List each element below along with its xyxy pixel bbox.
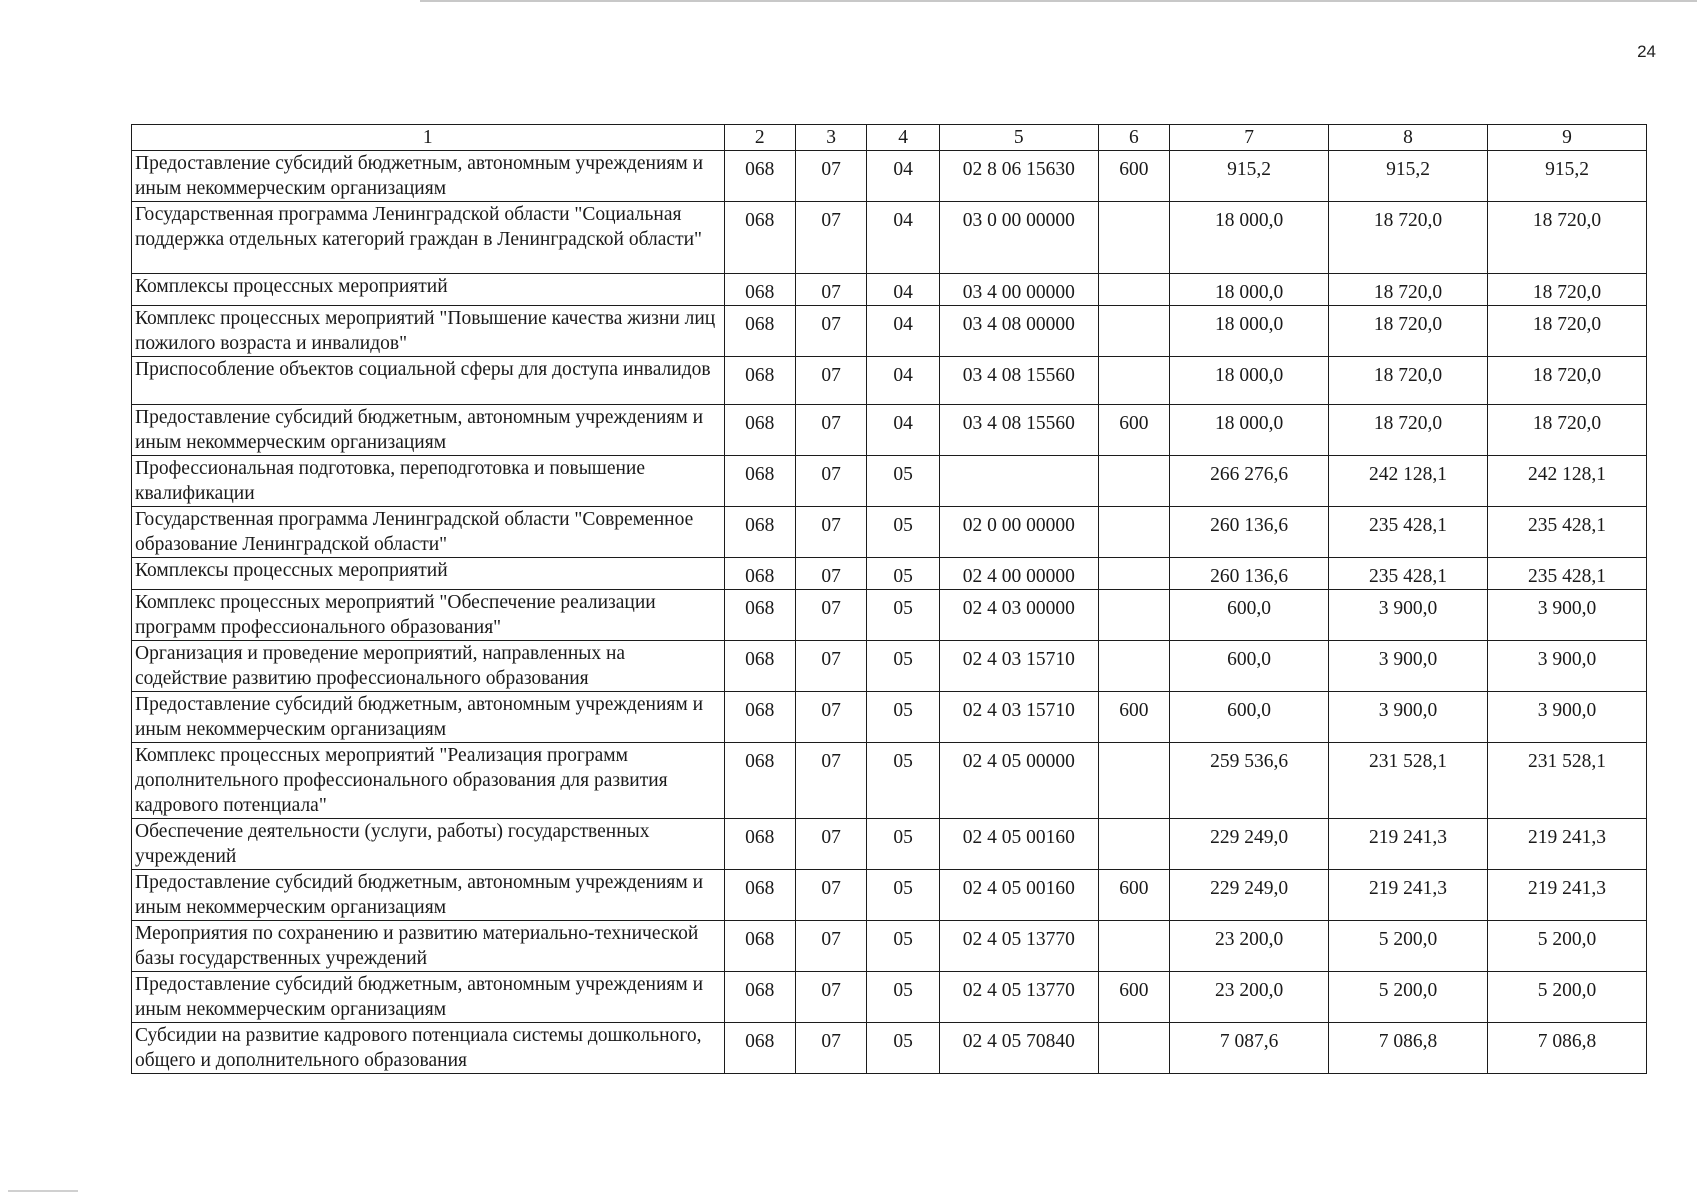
target-article-cell (939, 456, 1098, 507)
subsection-cell: 05 (867, 870, 939, 921)
table-row (132, 743, 1647, 819)
amount-col9-cell: 18 720,0 (1488, 306, 1647, 357)
table-row (132, 151, 1647, 202)
table-row (132, 1023, 1647, 1074)
table-row (132, 641, 1647, 692)
amount-col8-cell: 18 720,0 (1329, 405, 1488, 456)
target-article-cell: 03 4 08 00000 (939, 306, 1098, 357)
amount-col9-cell: 18 720,0 (1488, 357, 1647, 405)
amount-col9-cell: 18 720,0 (1488, 202, 1647, 274)
bottom-scan-mark (8, 1190, 78, 1192)
amount-col8-cell: 3 900,0 (1329, 692, 1488, 743)
ministry-code-cell: 068 (724, 274, 795, 306)
amount-col8-cell: 235 428,1 (1329, 558, 1488, 590)
ministry-code-cell: 068 (724, 357, 795, 405)
subsection-cell: 04 (867, 274, 939, 306)
amount-col9-cell: 3 900,0 (1488, 692, 1647, 743)
section-cell: 07 (795, 692, 866, 743)
amount-col8-cell: 3 900,0 (1329, 590, 1488, 641)
amount-col9-cell: 18 720,0 (1488, 405, 1647, 456)
amount-col8-cell: 3 900,0 (1329, 641, 1488, 692)
budget-table (131, 124, 1647, 1074)
target-article-cell: 02 0 00 00000 (939, 507, 1098, 558)
name-cell: Комплексы процессных мероприятий (132, 558, 725, 590)
amount-col9-cell: 3 900,0 (1488, 590, 1647, 641)
subsection-cell: 05 (867, 507, 939, 558)
ministry-code-cell: 068 (724, 507, 795, 558)
amount-col9-cell: 915,2 (1488, 151, 1647, 202)
section-cell: 07 (795, 870, 866, 921)
subsection-cell: 04 (867, 405, 939, 456)
amount-col7-cell: 600,0 (1170, 641, 1329, 692)
name-cell: Предоставление субсидий бюджетным, автономным учреждениям и иным некоммерческим организациям (132, 151, 725, 202)
ministry-code-cell: 068 (724, 972, 795, 1023)
ministry-code-cell: 068 (724, 590, 795, 641)
expense-type-cell (1098, 274, 1169, 306)
section-cell: 07 (795, 641, 866, 692)
amount-col9-cell: 242 128,1 (1488, 456, 1647, 507)
amount-col9-cell: 235 428,1 (1488, 558, 1647, 590)
target-article-cell: 02 4 03 15710 (939, 641, 1098, 692)
expense-type-cell: 600 (1098, 972, 1169, 1023)
amount-col8-cell: 5 200,0 (1329, 972, 1488, 1023)
table-row (132, 202, 1647, 274)
amount-col7-cell: 266 276,6 (1170, 456, 1329, 507)
section-cell: 07 (795, 507, 866, 558)
amount-col9-cell: 5 200,0 (1488, 921, 1647, 972)
subsection-cell: 04 (867, 151, 939, 202)
amount-col9-cell: 5 200,0 (1488, 972, 1647, 1023)
target-article-cell: 02 4 00 00000 (939, 558, 1098, 590)
target-article-cell: 02 4 05 13770 (939, 972, 1098, 1023)
ministry-code-cell: 068 (724, 405, 795, 456)
amount-col7-cell: 18 000,0 (1170, 274, 1329, 306)
subsection-cell: 05 (867, 590, 939, 641)
name-cell: Организация и проведение мероприятий, направленных на содействие развитию профессионального образования (132, 641, 725, 692)
expense-type-cell (1098, 456, 1169, 507)
name-cell: Комплекс процессных мероприятий "Реализация программ дополнительного профессионального образования для развития кадрового потенциала" (132, 743, 725, 819)
header-cell: 7 (1170, 125, 1329, 151)
amount-col9-cell: 219 241,3 (1488, 870, 1647, 921)
table-row (132, 405, 1647, 456)
subsection-cell: 04 (867, 357, 939, 405)
target-article-cell: 03 0 00 00000 (939, 202, 1098, 274)
header-cell: 4 (867, 125, 939, 151)
subsection-cell: 05 (867, 456, 939, 507)
amount-col8-cell: 18 720,0 (1329, 274, 1488, 306)
expense-type-cell (1098, 1023, 1169, 1074)
amount-col7-cell: 915,2 (1170, 151, 1329, 202)
section-cell: 07 (795, 456, 866, 507)
expense-type-cell (1098, 202, 1169, 274)
ministry-code-cell: 068 (724, 151, 795, 202)
name-cell: Профессиональная подготовка, переподготовка и повышение квалификации (132, 456, 725, 507)
section-cell: 07 (795, 743, 866, 819)
header-cell: 1 (132, 125, 725, 151)
amount-col8-cell: 235 428,1 (1329, 507, 1488, 558)
expense-type-cell: 600 (1098, 870, 1169, 921)
section-cell: 07 (795, 921, 866, 972)
name-cell: Комплекс процессных мероприятий "Повышение качества жизни лиц пожилого возраста и инвалидов" (132, 306, 725, 357)
top-scan-line (420, 0, 1697, 2)
target-article-cell: 03 4 00 00000 (939, 274, 1098, 306)
subsection-cell: 05 (867, 558, 939, 590)
amount-col8-cell: 7 086,8 (1329, 1023, 1488, 1074)
header-cell: 2 (724, 125, 795, 151)
ministry-code-cell: 068 (724, 1023, 795, 1074)
amount-col9-cell: 18 720,0 (1488, 274, 1647, 306)
expense-type-cell (1098, 590, 1169, 641)
amount-col7-cell: 18 000,0 (1170, 306, 1329, 357)
section-cell: 07 (795, 405, 866, 456)
amount-col7-cell: 229 249,0 (1170, 819, 1329, 870)
subsection-cell: 05 (867, 743, 939, 819)
target-article-cell: 02 4 03 15710 (939, 692, 1098, 743)
ministry-code-cell: 068 (724, 870, 795, 921)
table-row (132, 870, 1647, 921)
table-row (132, 274, 1647, 306)
table-header-row (132, 125, 1647, 151)
section-cell: 07 (795, 819, 866, 870)
subsection-cell: 04 (867, 202, 939, 274)
subsection-cell: 05 (867, 692, 939, 743)
target-article-cell: 02 4 05 70840 (939, 1023, 1098, 1074)
amount-col8-cell: 242 128,1 (1329, 456, 1488, 507)
ministry-code-cell: 068 (724, 692, 795, 743)
name-cell: Комплексы процессных мероприятий (132, 274, 725, 306)
amount-col7-cell: 18 000,0 (1170, 202, 1329, 274)
table-row (132, 692, 1647, 743)
table-row (132, 590, 1647, 641)
amount-col7-cell: 23 200,0 (1170, 972, 1329, 1023)
amount-col7-cell: 18 000,0 (1170, 405, 1329, 456)
header-cell: 9 (1488, 125, 1647, 151)
ministry-code-cell: 068 (724, 456, 795, 507)
ministry-code-cell: 068 (724, 921, 795, 972)
target-article-cell: 02 4 05 00160 (939, 819, 1098, 870)
amount-col9-cell: 219 241,3 (1488, 819, 1647, 870)
name-cell: Комплекс процессных мероприятий "Обеспечение реализации программ профессионального образования" (132, 590, 725, 641)
page-number: 24 (1637, 42, 1656, 61)
header-cell: 5 (939, 125, 1098, 151)
name-cell: Предоставление субсидий бюджетным, автономным учреждениям и иным некоммерческим организациям (132, 405, 725, 456)
target-article-cell: 02 4 05 13770 (939, 921, 1098, 972)
amount-col8-cell: 219 241,3 (1329, 870, 1488, 921)
name-cell: Обеспечение деятельности (услуги, работы) государственных учреждений (132, 819, 725, 870)
amount-col8-cell: 5 200,0 (1329, 921, 1488, 972)
table-row (132, 819, 1647, 870)
amount-col9-cell: 7 086,8 (1488, 1023, 1647, 1074)
section-cell: 07 (795, 357, 866, 405)
subsection-cell: 05 (867, 819, 939, 870)
header-cell: 3 (795, 125, 866, 151)
table-row (132, 972, 1647, 1023)
section-cell: 07 (795, 558, 866, 590)
target-article-cell: 02 8 06 15630 (939, 151, 1098, 202)
name-cell: Предоставление субсидий бюджетным, автономным учреждениям и иным некоммерческим организациям (132, 972, 725, 1023)
amount-col8-cell: 915,2 (1329, 151, 1488, 202)
amount-col7-cell: 23 200,0 (1170, 921, 1329, 972)
amount-col7-cell: 229 249,0 (1170, 870, 1329, 921)
ministry-code-cell: 068 (724, 641, 795, 692)
name-cell: Приспособление объектов социальной сферы для доступа инвалидов (132, 357, 725, 405)
amount-col9-cell: 235 428,1 (1488, 507, 1647, 558)
amount-col7-cell: 600,0 (1170, 692, 1329, 743)
section-cell: 07 (795, 972, 866, 1023)
amount-col7-cell: 600,0 (1170, 590, 1329, 641)
amount-col8-cell: 18 720,0 (1329, 357, 1488, 405)
ministry-code-cell: 068 (724, 558, 795, 590)
amount-col8-cell: 18 720,0 (1329, 306, 1488, 357)
subsection-cell: 04 (867, 306, 939, 357)
name-cell: Государственная программа Ленинградской области "Современное образование Ленинградской области" (132, 507, 725, 558)
expense-type-cell (1098, 507, 1169, 558)
section-cell: 07 (795, 590, 866, 641)
table-row (132, 558, 1647, 590)
table-body (132, 125, 1647, 1074)
amount-col9-cell: 3 900,0 (1488, 641, 1647, 692)
expense-type-cell (1098, 921, 1169, 972)
name-cell: Субсидии на развитие кадрового потенциала системы дошкольного, общего и дополнительного образования (132, 1023, 725, 1074)
section-cell: 07 (795, 151, 866, 202)
amount-col7-cell: 7 087,6 (1170, 1023, 1329, 1074)
expense-type-cell: 600 (1098, 405, 1169, 456)
table-row (132, 507, 1647, 558)
table-row (132, 921, 1647, 972)
target-article-cell: 02 4 03 00000 (939, 590, 1098, 641)
amount-col8-cell: 18 720,0 (1329, 202, 1488, 274)
subsection-cell: 05 (867, 972, 939, 1023)
ministry-code-cell: 068 (724, 743, 795, 819)
table-row (132, 306, 1647, 357)
section-cell: 07 (795, 1023, 866, 1074)
header-cell: 6 (1098, 125, 1169, 151)
name-cell: Государственная программа Ленинградской области "Социальная поддержка отдельных категорий граждан в Ленинградской области" (132, 202, 725, 274)
name-cell: Предоставление субсидий бюджетным, автономным учреждениям и иным некоммерческим организациям (132, 870, 725, 921)
section-cell: 07 (795, 202, 866, 274)
expense-type-cell (1098, 558, 1169, 590)
name-cell: Предоставление субсидий бюджетным, автономным учреждениям и иным некоммерческим организациям (132, 692, 725, 743)
target-article-cell: 03 4 08 15560 (939, 357, 1098, 405)
expense-type-cell (1098, 306, 1169, 357)
amount-col8-cell: 231 528,1 (1329, 743, 1488, 819)
target-article-cell: 02 4 05 00000 (939, 743, 1098, 819)
section-cell: 07 (795, 274, 866, 306)
ministry-code-cell: 068 (724, 306, 795, 357)
expense-type-cell (1098, 743, 1169, 819)
name-cell: Мероприятия по сохранению и развитию материально-технической базы государственных учреждений (132, 921, 725, 972)
expense-type-cell: 600 (1098, 692, 1169, 743)
header-cell: 8 (1329, 125, 1488, 151)
expense-type-cell: 600 (1098, 151, 1169, 202)
amount-col7-cell: 260 136,6 (1170, 558, 1329, 590)
ministry-code-cell: 068 (724, 819, 795, 870)
target-article-cell: 02 4 05 00160 (939, 870, 1098, 921)
subsection-cell: 05 (867, 641, 939, 692)
amount-col9-cell: 231 528,1 (1488, 743, 1647, 819)
expense-type-cell (1098, 641, 1169, 692)
subsection-cell: 05 (867, 921, 939, 972)
target-article-cell: 03 4 08 15560 (939, 405, 1098, 456)
amount-col7-cell: 260 136,6 (1170, 507, 1329, 558)
expense-type-cell (1098, 819, 1169, 870)
table-row (132, 357, 1647, 405)
table-row (132, 456, 1647, 507)
subsection-cell: 05 (867, 1023, 939, 1074)
section-cell: 07 (795, 306, 866, 357)
amount-col7-cell: 18 000,0 (1170, 357, 1329, 405)
expense-type-cell (1098, 357, 1169, 405)
amount-col7-cell: 259 536,6 (1170, 743, 1329, 819)
ministry-code-cell: 068 (724, 202, 795, 274)
amount-col8-cell: 219 241,3 (1329, 819, 1488, 870)
